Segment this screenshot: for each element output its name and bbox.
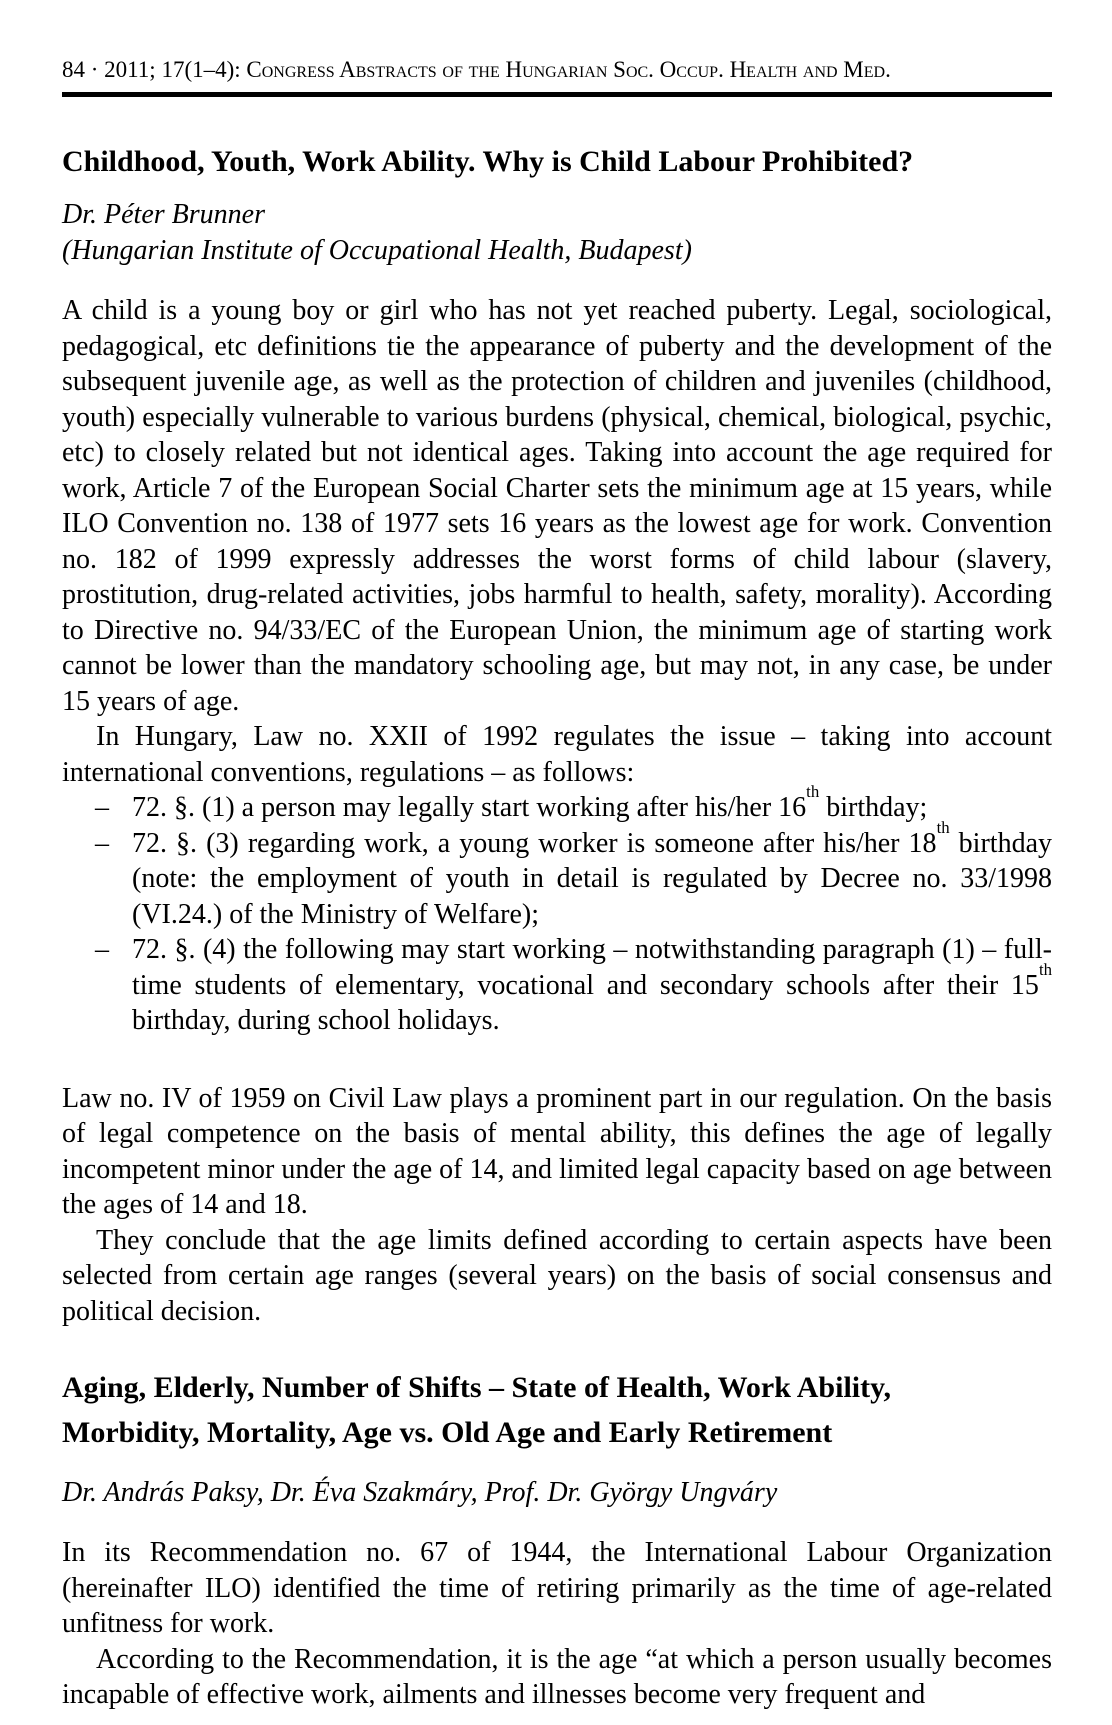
list-item: [62, 782, 1052, 826]
article1-title: Childhood, Youth, Work Ability. Why is Child Labour Prohibited?: [62, 145, 914, 178]
article2-authors: Dr. András Paksy, Dr. Éva Szakmáry, Prof. Dr. György Ungváry: [62, 1477, 778, 1508]
article1-paragraph-2: In Hungary, Law no. XXII of 1992 regulates the issue – taking into account international conventions, regulations – as follows:: [62, 721, 1052, 788]
article1-paragraph-1: A child is a young boy or girl who has not yet reached puberty. Legal, sociological, pedagogical, etc definitions tie the appearance of puberty and the development of the subsequent juvenile age, as well as the protection of children and juveniles (childhood, youth) especially vulnerable to various burdens (physical, chemical, biological, psychic, etc) to closely related but not identical ages. Taking into account the age required for work, Article 7 of the European Social Charter sets the minimum age at 15 years, while ILO Convention no. 138 of 1977 sets 16 years as the lowest age for work. Convention no. 182 of 1999 expressly addresses the worst forms of child labour (slavery, prostitution, drug-related activities, jobs harmful to health, safety, morality). According to Directive no. 94/33/EC of the European Union, the minimum age of starting work cannot be lower than the mandatory schooling age, but may not, in any case, be under 15 years of age.: [62, 295, 1052, 717]
running-header: [62, 57, 1052, 83]
list-item: [62, 932, 1052, 1039]
header-rule: [62, 92, 1052, 97]
journal-name: Congress Abstracts of the Hungarian Soc. Occup. Health and Med.: [246, 57, 891, 82]
page-number-and-issue: 84 · 2011; 17(1–4):: [62, 57, 247, 82]
article2-title: [62, 1365, 1052, 1455]
article2-paragraph-2: According to the Recommendation, it is the age “at which a person usually becomes incapable of effective work, ailments and illnesses become very frequent and: [62, 1643, 1052, 1710]
article1-author: Dr. Péter Brunner: [62, 199, 265, 230]
article2-title-line1: Aging, Elderly, Number of Shifts – State of Health, Work Ability,: [62, 1371, 891, 1404]
article1-paragraph-3: Law no. IV of 1959 on Civil Law plays a prominent part in our regulation. On the basis of legal competence on the basis of mental ability, this defines the age of legally incompetent minor under the age of 14, and limited legal capacity based on age between the ages of 14 and 18.: [62, 1082, 1052, 1220]
ordinal-superscript: th: [1038, 959, 1052, 979]
list-item-text: 72. §. (3) regarding work, a young worker is someone after his/her 18th birthday (note: the employment of youth in detail is regulated by Decree no. 33/1998 (VI.24.) of the Ministry of Welfare);: [132, 817, 1052, 930]
legal-provisions-list: [62, 782, 1052, 1039]
ordinal-superscript: th: [806, 782, 820, 802]
list-dash-marker: –: [95, 827, 109, 859]
list-dash-marker: –: [95, 934, 109, 965]
list-dash-marker: –: [95, 792, 109, 823]
article1-byline: [62, 197, 1052, 269]
ordinal-superscript: th: [936, 817, 950, 837]
list-item-text: 72. §. (1) a person may legally start working after his/her 16th birthday;: [132, 782, 928, 823]
article1-affiliation: (Hungarian Institute of Occupational Health, Budapest): [62, 235, 692, 266]
article1-paragraph-4: They conclude that the age limits defined according to certain aspects have been selected from certain age ranges (several years) on the basis of social consensus and political decision.: [62, 1224, 1052, 1327]
article2-title-line2: Morbidity, Mortality, Age vs. Old Age and Early Retirement: [62, 1416, 833, 1449]
article2-paragraph-1: In its Recommendation no. 67 of 1944, the International Labour Organization (hereinafter ILO) identified the time of retiring primarily as the time of age-related unfitness for work.: [62, 1537, 1052, 1639]
list-item-text: 72. §. (4) the following may start working – notwithstanding paragraph (1) – full-time students of elementary, vocational and secondary schools after their 15th birthday, during school holidays.: [132, 934, 1052, 1036]
list-item: [62, 817, 1052, 933]
